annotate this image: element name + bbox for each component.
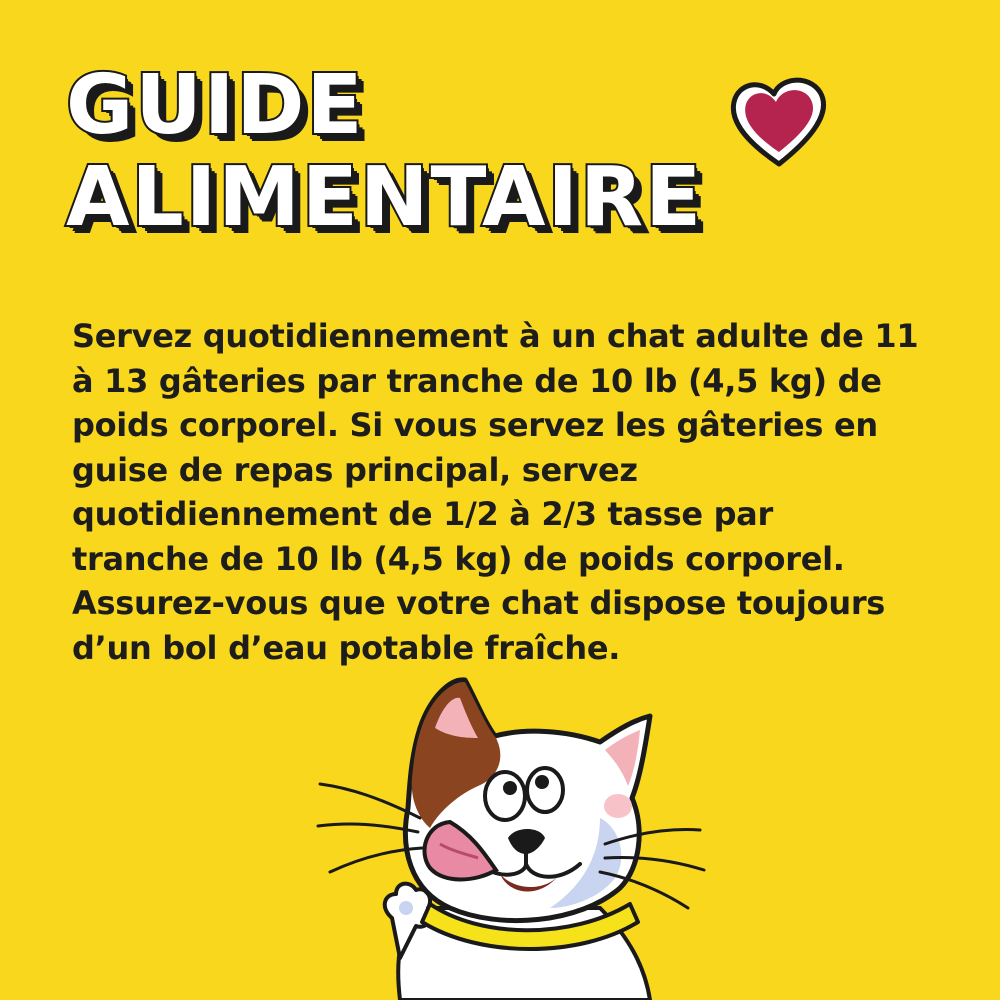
heart-icon xyxy=(724,72,834,172)
instruction-line: Assurez-vous que votre chat dispose toujours xyxy=(72,584,886,622)
instruction-line: à 13 gâteries par tranche de 10 lb (4,5 kg) de xyxy=(72,361,882,400)
title-line-2: ALIMENTAIRE xyxy=(66,150,704,245)
feeding-instructions xyxy=(72,314,932,670)
page-title xyxy=(66,60,703,244)
instruction-line: guise de repas principal, servez xyxy=(72,450,638,489)
instruction-line: tranche de 10 lb (4,5 kg) de poids corporel. xyxy=(72,539,845,578)
instruction-line: quotidiennement de 1/2 à 2/3 tasse par xyxy=(72,495,773,533)
title-line-1: GUIDE xyxy=(66,58,365,153)
instruction-line: d’un bol d’eau potable fraîche. xyxy=(72,628,621,667)
cat-mascot-illustration xyxy=(300,668,720,1000)
instruction-line: Servez quotidiennement à un chat adulte de 11 xyxy=(72,317,919,355)
instruction-line: poids corporel. Si vous servez les gâteries en xyxy=(72,406,878,444)
